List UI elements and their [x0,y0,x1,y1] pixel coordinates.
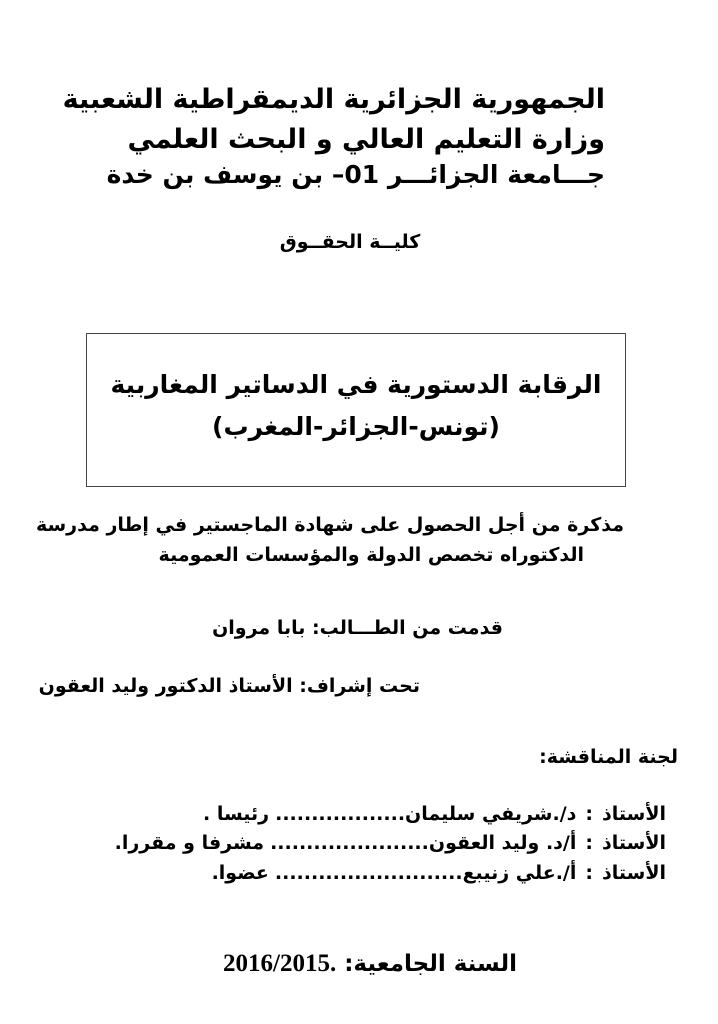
title-box [86,333,626,487]
academic-year-label: السنة الجامعية: [344,951,517,977]
member-dots: .................. [275,803,406,825]
member-title: الأستاذ [602,832,666,854]
member-dots: .......................... [274,862,463,884]
supervisor-line [39,677,420,696]
student-name: بابا مروان [212,617,306,639]
academic-year-line [220,951,520,976]
university-heading: جـــامعة الجزائـــر 01– بن يوسف بن خدة [106,160,605,189]
member-name: د/.شريفي سليمان [405,803,577,825]
student-label: قدمت من الطـــالب: [311,617,503,639]
faculty-heading: كليــة الحقــوق [279,231,421,253]
member-role: رئيسا . [202,803,270,825]
member-title: الأستاذ [602,803,666,825]
ministry-heading: وزارة التعليم العالي و البحث العلمي [127,124,605,155]
thesis-title: الرقابة الدستورية في الدساتير المغاربية [110,370,602,399]
member-colon: : [585,803,593,825]
member-name: أ/.علي زنيبع [462,862,577,884]
member-name: أ/د. وليد العقون [428,832,577,854]
supervisor-label: تحت إشراف: [299,675,420,697]
member-title: الأستاذ [602,862,666,884]
member-role: عضوا. [211,862,269,884]
committee-member [203,805,666,824]
member-role: مشرفا و مقررا. [114,832,265,854]
supervisor-name: الأستاذ الدكتور وليد العقون [38,675,293,697]
committee-title: لجنة المناقشة: [539,746,678,768]
member-colon: : [585,832,593,854]
academic-year-value: 2016/2015. [223,950,337,977]
thesis-purpose-line-2: الدكتوراه تخصص الدولة والمؤسسات العمومية [158,544,584,566]
member-colon: : [585,862,593,884]
member-dots: ...................... [270,832,429,854]
thesis-purpose-line-1: مذكرة من أجل الحصول على شهادة الماجستير في إطار مدرسة [35,514,624,536]
student-line [212,619,503,638]
committee-member [212,864,666,883]
country-heading: الجمهورية الجزائرية الديمقراطية الشعبية [62,84,605,115]
thesis-subtitle: (تونس-الجزائر-المغرب) [212,412,500,441]
committee-member [115,834,666,853]
